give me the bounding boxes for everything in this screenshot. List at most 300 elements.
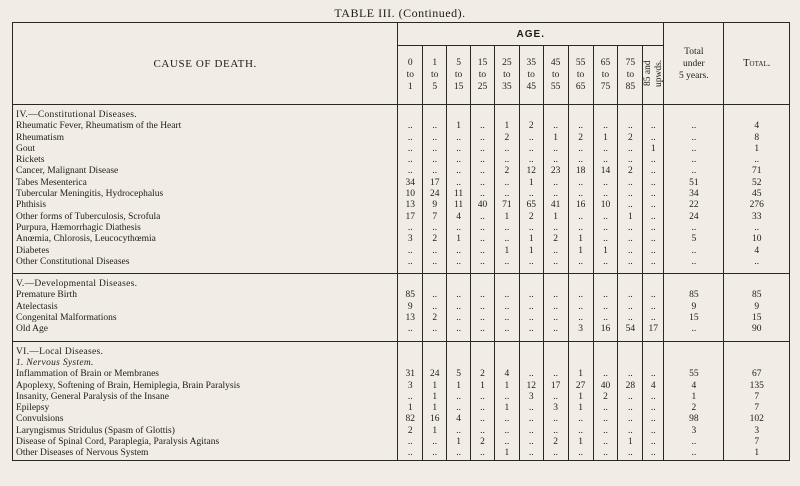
empty-cell	[519, 110, 543, 121]
age-group-header: AGE.	[398, 23, 664, 46]
age-value-cell: ..	[650, 155, 656, 166]
cause-cell: Epilepsy	[13, 403, 398, 414]
age-value-cell: 16	[568, 200, 593, 211]
age-value-cell: 4	[447, 212, 471, 223]
age-value-cell: ..	[398, 448, 423, 460]
cause-cell: Rickets	[13, 155, 398, 166]
age-value-cell: ..	[519, 313, 543, 324]
age-value-cell: 1	[471, 381, 495, 392]
empty-cell	[568, 358, 593, 369]
under-five-cell: 98	[664, 414, 724, 425]
empty-cell	[471, 358, 495, 369]
section-subheading-row	[13, 358, 790, 369]
age-value-cell: 17	[543, 381, 568, 392]
under-five-cell: 22	[664, 200, 724, 211]
empty-cell	[724, 358, 790, 369]
age-value-cell: ..	[593, 290, 618, 301]
age-value-cell: 1	[593, 133, 618, 144]
table-row	[13, 381, 790, 392]
under-five-header	[664, 23, 724, 105]
empty-cell	[543, 110, 568, 121]
age-value-cell: ..	[471, 324, 495, 335]
total-cell: 15	[724, 313, 790, 324]
empty-cell	[593, 358, 618, 369]
age-value-cell: ..	[519, 403, 543, 414]
table-row	[13, 246, 790, 257]
age-range-part: 45	[550, 58, 561, 68]
age-value-cell: ..	[618, 178, 643, 189]
age-value-cell: ..	[471, 290, 495, 301]
age-value-cell: ..	[423, 302, 447, 313]
age-value-cell: ..	[519, 223, 543, 234]
age-value-cell: ..	[650, 290, 656, 301]
age-value-cell: 1	[494, 381, 519, 392]
cause-cell: Convulsions	[13, 414, 398, 425]
age-range-part: 25	[477, 82, 488, 92]
age-value-cell: ..	[543, 189, 568, 200]
age-value-cell: 1	[423, 426, 447, 437]
age-value-cell: 34	[398, 178, 423, 189]
age-value-cell: ..	[593, 234, 618, 245]
age-value-cell: 1	[494, 212, 519, 223]
age-value-cell: 2	[593, 392, 618, 403]
age-value-cell: 11	[447, 189, 471, 200]
age-value-cell: 18	[568, 166, 593, 177]
age-value-cell: ..	[423, 324, 447, 335]
age-value-cell: ..	[543, 313, 568, 324]
empty-cell	[593, 279, 618, 290]
age-value-cell: 10	[593, 200, 618, 211]
age-value-cell: 1	[447, 437, 471, 448]
age-value-cell: ..	[519, 144, 543, 155]
age-value-cell: 7	[423, 212, 447, 223]
age-value-cell: ..	[398, 392, 423, 403]
age-value-cell: ..	[593, 223, 618, 234]
empty-cell	[643, 358, 664, 369]
age-value-cell: ..	[593, 403, 618, 414]
age-range-part: 85	[625, 82, 636, 92]
age-range-header	[618, 46, 643, 105]
age-value-cell: ..	[494, 290, 519, 301]
table-row	[13, 426, 790, 437]
empty-cell	[447, 347, 471, 358]
age-value-cell: ..	[423, 246, 447, 257]
age-value-cell: ..	[471, 133, 495, 144]
table-body	[13, 105, 790, 461]
empty-cell	[568, 110, 593, 121]
age-value-cell: ..	[568, 178, 593, 189]
age-value-cell: 1	[568, 369, 593, 380]
under-five-cell: ..	[664, 144, 724, 155]
age-value-cell: ..	[618, 313, 643, 324]
age-value-cell: ..	[447, 392, 471, 403]
age-range-header	[568, 46, 593, 105]
age-value-cell: ..	[568, 121, 593, 132]
age-range-part: 65	[575, 82, 586, 92]
age-range-header	[593, 46, 618, 105]
age-value-cell: 54	[618, 324, 643, 335]
age-value-cell: ..	[543, 144, 568, 155]
age-value-cell: ..	[543, 290, 568, 301]
age-range-part: 5	[456, 58, 461, 68]
total-cell: 276	[724, 200, 790, 211]
age-value-cell: ..	[650, 245, 656, 256]
age-value-cell: ..	[494, 257, 519, 268]
age-value-cell: ..	[423, 133, 447, 144]
cause-cell: Other Diseases of Nervous System	[13, 448, 398, 460]
age-value-cell: ..	[650, 132, 656, 143]
age-value-cell: ..	[398, 133, 423, 144]
age-value-cell: 3	[398, 234, 423, 245]
under-five-cell: 51	[664, 178, 724, 189]
age-value-cell: 1	[543, 133, 568, 144]
age-value-cell: 11	[447, 200, 471, 211]
total-cell: 4	[724, 121, 790, 132]
table-row	[13, 392, 790, 403]
total-cell: 71	[724, 166, 790, 177]
age-value-cell: ..	[519, 290, 543, 301]
empty-cell	[618, 358, 643, 369]
age-value-cell: 1	[423, 403, 447, 414]
empty-cell	[494, 358, 519, 369]
age-value-cell: ..	[593, 212, 618, 223]
section-subheading: 1. Nervous System.	[13, 358, 398, 369]
age-value-cell: ..	[447, 448, 471, 460]
table-row	[13, 437, 790, 448]
age-value-cell: ..	[568, 426, 593, 437]
age-value-cell: 1	[447, 381, 471, 392]
age-value-cell: 9	[423, 200, 447, 211]
age-value-cell: ..	[568, 257, 593, 268]
age-value-cell: ..	[593, 313, 618, 324]
empty-cell	[423, 347, 447, 358]
empty-cell	[593, 110, 618, 121]
age-range-part: 1	[432, 58, 438, 68]
table-row	[13, 324, 790, 335]
empty-cell	[471, 347, 495, 358]
age-value-cell: ..	[543, 121, 568, 132]
age-value-cell: 41	[543, 200, 568, 211]
age-value-cell: ..	[447, 246, 471, 257]
table-row	[13, 189, 790, 200]
age-value-cell: ..	[568, 448, 593, 460]
age-value-cell: ..	[471, 302, 495, 313]
mortality-table	[12, 22, 790, 461]
section-heading-row	[13, 110, 790, 121]
age-range-part: 75	[600, 82, 611, 92]
empty-cell	[398, 358, 423, 369]
age-range-part: to	[551, 70, 560, 80]
age-value-cell: ..	[593, 121, 618, 132]
age-upwards-label: 85 and upwds.	[643, 59, 665, 87]
age-value-cell: 1	[568, 403, 593, 414]
age-value-cell: ..	[494, 302, 519, 313]
age-value-cell: ..	[543, 414, 568, 425]
age-value-cell: ..	[494, 144, 519, 155]
age-value-cell: ..	[618, 246, 643, 257]
table-row	[13, 144, 790, 155]
empty-cell	[519, 279, 543, 290]
age-value-cell: 1	[543, 212, 568, 223]
age-value-cell: ..	[471, 313, 495, 324]
age-value-cell: ..	[650, 437, 656, 448]
age-value-cell: ..	[398, 121, 423, 132]
cause-cell: Insanity, General Paralysis of the Insane	[13, 392, 398, 403]
age-value-cell: 12	[519, 381, 543, 392]
empty-cell	[398, 110, 423, 121]
table-row	[13, 234, 790, 245]
age-value-cell: ..	[471, 414, 495, 425]
age-value-cell: ..	[568, 189, 593, 200]
age-value-cell: ..	[568, 144, 593, 155]
age-value-cell: 5	[447, 369, 471, 380]
age-value-cell: 13	[398, 313, 423, 324]
age-value-cell: ..	[447, 313, 471, 324]
empty-cell	[593, 347, 618, 358]
age-value-cell: ..	[494, 426, 519, 437]
empty-cell	[494, 347, 519, 358]
age-value-cell: ..	[471, 121, 495, 132]
empty-cell	[724, 279, 790, 290]
age-value-cell: ..	[494, 234, 519, 245]
cause-cell: Anœmia, Chlorosis, Leucocythœmia	[13, 234, 398, 245]
age-value-cell: 71	[494, 200, 519, 211]
age-value-cell: ..	[398, 437, 423, 448]
age-value-cell: ..	[650, 177, 656, 188]
age-range-header	[398, 46, 423, 105]
age-value-cell: ..	[494, 189, 519, 200]
age-value-cell: ..	[593, 144, 618, 155]
empty-cell	[724, 110, 790, 121]
total-cell: 4	[724, 246, 790, 257]
age-range-part: 45	[526, 82, 536, 92]
age-value-cell: ..	[494, 324, 519, 335]
table-row	[13, 448, 790, 460]
empty-cell	[447, 358, 471, 369]
age-value-cell: 3	[568, 324, 593, 335]
age-value-cell: 1	[423, 392, 447, 403]
age-value-cell: ..	[650, 403, 656, 414]
under-five-cell: ..	[664, 246, 724, 257]
age-value-cell: 2	[398, 426, 423, 437]
age-value-cell: ..	[618, 290, 643, 301]
age-value-cell: ..	[471, 212, 495, 223]
age-value-cell: ..	[650, 234, 656, 245]
empty-cell	[519, 347, 543, 358]
empty-cell	[543, 279, 568, 290]
age-value-cell: ..	[543, 392, 568, 403]
age-value-cell: ..	[618, 155, 643, 166]
cause-cell: Tabes Mesenterica	[13, 178, 398, 189]
age-value-cell: ..	[568, 414, 593, 425]
total-cell: 1	[724, 144, 790, 155]
total-cell: 7	[724, 403, 790, 414]
under-five-cell: 85	[664, 290, 724, 301]
age-value-cell: 2	[423, 313, 447, 324]
age-value-cell: 1	[519, 234, 543, 245]
empty-cell	[423, 358, 447, 369]
table-row	[13, 212, 790, 223]
cause-cell: Atelectasis	[13, 302, 398, 313]
under-five-cell: ..	[664, 155, 724, 166]
age-value-cell: ..	[593, 178, 618, 189]
table-row	[13, 257, 790, 268]
age-value-cell: ..	[650, 256, 656, 267]
age-value-cell: ..	[423, 155, 447, 166]
age-value-cell: ..	[650, 189, 656, 200]
age-value-cell: ..	[650, 200, 656, 211]
age-range-part: 35	[526, 58, 536, 68]
age-value-cell: 1	[447, 234, 471, 245]
age-value-cell: 1	[568, 392, 593, 403]
empty-cell	[494, 110, 519, 121]
age-value-cell: 1	[494, 403, 519, 414]
age-value-cell: ..	[650, 313, 656, 324]
age-value-cell: ..	[519, 448, 543, 460]
total-cell: 9	[724, 302, 790, 313]
age-value-cell: ..	[519, 257, 543, 268]
age-value-cell: ..	[593, 414, 618, 425]
age-value-cell: ..	[650, 391, 656, 402]
total-cell: 102	[724, 414, 790, 425]
total-cell: 8	[724, 133, 790, 144]
age-range-part: to	[601, 70, 610, 80]
total-cell: 3	[724, 426, 790, 437]
age-value-cell: ..	[519, 414, 543, 425]
age-value-cell: 2	[471, 437, 495, 448]
under-five-cell: 4	[664, 381, 724, 392]
age-value-cell: ..	[593, 448, 618, 460]
age-range-part: 5	[432, 82, 438, 92]
age-value-cell: ..	[471, 166, 495, 177]
empty-cell	[664, 110, 724, 121]
age-value-cell: 1	[519, 246, 543, 257]
age-value-cell: 4	[650, 380, 656, 391]
total-cell: 10	[724, 234, 790, 245]
table-row	[13, 166, 790, 177]
empty-cell	[423, 279, 447, 290]
age-value-cell: ..	[568, 223, 593, 234]
age-value-cell: ..	[447, 290, 471, 301]
total-cell: 33	[724, 212, 790, 223]
table-row	[13, 178, 790, 189]
empty-cell	[664, 279, 724, 290]
age-value-cell: 2	[519, 212, 543, 223]
cause-cell: Tubercular Meningitis, Hydrocephalus	[13, 189, 398, 200]
section-heading-row	[13, 279, 790, 290]
age-value-cell: ..	[471, 257, 495, 268]
empty-cell	[471, 110, 495, 121]
age-value-cell: ..	[543, 448, 568, 460]
age-value-cell: ..	[650, 448, 656, 459]
age-value-cell: 27	[568, 381, 593, 392]
age-value-cell: 2	[543, 234, 568, 245]
age-value-cell: ..	[494, 313, 519, 324]
age-value-cell: ..	[650, 301, 656, 312]
age-value-cell: 1	[423, 381, 447, 392]
age-value-cell: 2	[519, 121, 543, 132]
age-value-cell: 13	[398, 200, 423, 211]
under-five-cell: 24	[664, 212, 724, 223]
total-cell: 1	[724, 448, 790, 460]
age-value-cell: ..	[618, 257, 643, 268]
empty-cell	[568, 279, 593, 290]
under-five-header-line2: under	[683, 58, 705, 69]
age-value-cell: ..	[494, 392, 519, 403]
total-cell: 7	[724, 392, 790, 403]
age-value-cell: 85	[398, 290, 423, 301]
age-range-header	[471, 46, 495, 105]
under-five-cell: 3	[664, 426, 724, 437]
total-cell: ..	[724, 155, 790, 166]
age-value-cell: 10	[398, 189, 423, 200]
age-value-cell: ..	[423, 257, 447, 268]
age-range-part: 25	[502, 58, 512, 68]
cause-cell: Other Constitutional Diseases	[13, 257, 398, 268]
age-value-cell: ..	[568, 313, 593, 324]
age-value-cell: 2	[494, 166, 519, 177]
age-value-cell: ..	[618, 189, 643, 200]
age-value-cell: ..	[543, 369, 568, 380]
under-five-cell: 2	[664, 403, 724, 414]
age-range-header	[519, 46, 543, 105]
age-value-cell: 82	[398, 414, 423, 425]
age-value-cell: 24	[423, 189, 447, 200]
age-range-part: to	[576, 70, 585, 80]
age-value-cell: ..	[593, 302, 618, 313]
age-value-cell: 1	[494, 448, 519, 460]
age-value-cell: ..	[423, 437, 447, 448]
age-value-cell: ..	[447, 178, 471, 189]
age-value-cell: 3	[519, 392, 543, 403]
cause-column-header: CAUSE OF DEATH.	[13, 23, 398, 105]
table-row	[13, 403, 790, 414]
age-value-cell: 1	[398, 403, 423, 414]
cause-cell: Laryngismus Stridulus (Spasm of Glottis)	[13, 426, 398, 437]
age-value-cell: ..	[618, 223, 643, 234]
age-value-cell: ..	[650, 211, 656, 222]
age-value-cell: 2	[423, 234, 447, 245]
empty-cell	[643, 110, 664, 121]
empty-cell	[423, 110, 447, 121]
under-five-cell: ..	[664, 324, 724, 335]
age-value-cell: ..	[543, 302, 568, 313]
empty-cell	[643, 279, 664, 290]
table-row	[13, 155, 790, 166]
age-value-cell: ..	[618, 392, 643, 403]
cause-cell: Apoplexy, Softening of Brain, Hemiplegia, Brain Paralysis	[13, 381, 398, 392]
age-value-cell: 2	[543, 437, 568, 448]
empty-cell	[471, 279, 495, 290]
age-value-cell: 4	[447, 414, 471, 425]
age-range-part: 15	[477, 58, 488, 68]
age-range-header	[543, 46, 568, 105]
age-value-cell: 17	[648, 324, 659, 335]
age-value-cell: 3	[398, 381, 423, 392]
age-value-cell: ..	[593, 189, 618, 200]
under-five-cell: ..	[664, 166, 724, 177]
age-value-cell: 1	[568, 246, 593, 257]
table-row	[13, 223, 790, 234]
table-row	[13, 200, 790, 211]
age-range-part: to	[431, 70, 439, 80]
total-cell: 135	[724, 381, 790, 392]
age-value-cell: ..	[618, 403, 643, 414]
age-value-cell: 1	[447, 121, 471, 132]
age-range-part: to	[454, 70, 463, 80]
age-value-cell: ..	[447, 257, 471, 268]
age-value-cell: ..	[543, 257, 568, 268]
